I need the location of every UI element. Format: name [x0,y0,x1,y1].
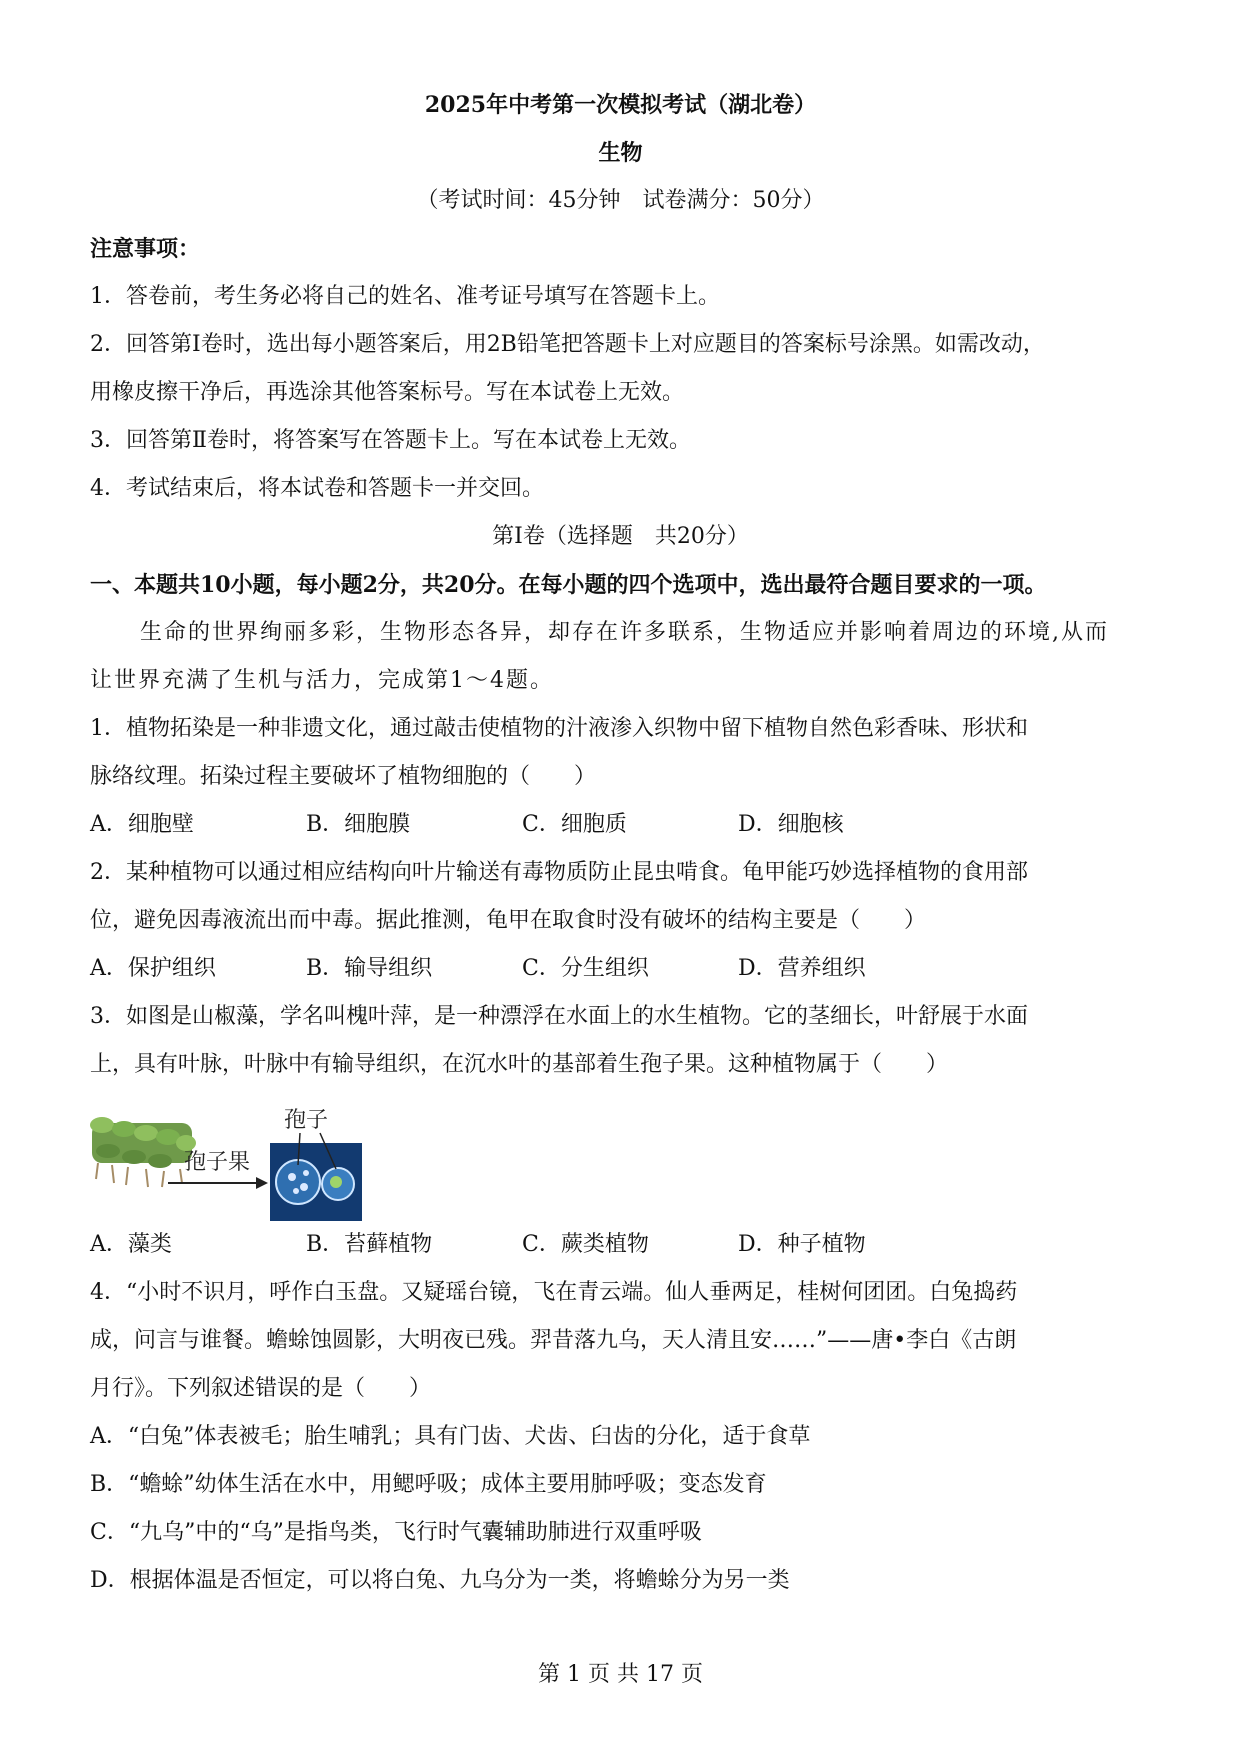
subject-title: 生物 [598,140,643,166]
salvinia-figure [88,1103,368,1223]
q2-option-d: D．营养组织 [738,956,866,981]
plant-illustration [90,1117,196,1187]
note-item-2-cont: 用橡皮擦干净后，再选涂其他答案标号。写在本试卷上无效。 [90,380,685,405]
q1-option-c: C．细胞质 [522,812,627,837]
q4-option-d: D．根据体温是否恒定，可以将白兔、九乌分为一类，将蟾蜍分为另一类 [90,1568,790,1593]
notes-heading: 注意事项： [90,236,201,262]
q2-stem-line-2: 位，避免因毒液流出而中毒。据此推测，龟甲在取食时没有破坏的结构主要是（ ） [90,908,927,933]
q2-option-a: A．保护组织 [90,956,216,981]
arrow-head [256,1177,268,1189]
q3-stem-line-2: 上，具有叶脉，叶脉中有输导组织，在沉水叶的基部着生孢子果。这种植物属于（ ） [90,1052,949,1077]
q3-option-c: C．蕨类植物 [522,1232,649,1257]
q1-options [90,810,1151,840]
q4-option-a: A．“白兔”体表被毛；胎生哺乳；具有门齿、犬齿、臼齿的分化，适于食草 [90,1424,811,1449]
q4-option-b: B．“蟾蜍”幼体生活在水中，用鳃呼吸；成体主要用肺呼吸；变态发育 [90,1472,767,1497]
q3-option-a: A．藻类 [90,1232,172,1257]
part1-title: 第Ⅰ卷（选择题 共20分） [492,524,749,549]
note-item-2: 2．回答第Ⅰ卷时，选出每小题答案后，用2B铅笔把答题卡上对应题目的答案标号涂黑。如需改动， [90,332,1045,357]
note-item-4: 4．考试结束后，将本试卷和答题卡一并交回。 [90,476,544,501]
q4-stem-line-2: 成，问言与谁餐。蟾蜍蚀圆影，大明夜已残。羿昔落九乌，天人清且安……”——唐•李白《古朗 [90,1328,1017,1353]
q2-option-b: B．输导组织 [306,956,433,981]
q3-option-b: B．苔藓植物 [306,1232,433,1257]
q3-options [90,1230,1151,1260]
intro-line-2: 让世界充满了生机与活力，完成第1～4题。 [90,668,554,693]
note-item-1: 1．答卷前，考生务必将自己的姓名、准考证号填写在答题卡上。 [90,284,720,309]
q1-stem-line-2: 脉络纹理。拓染过程主要破坏了植物细胞的（ ） [90,764,597,789]
q4-stem-line-3: 月行》。下列叙述错误的是（ ） [90,1376,432,1401]
q1-option-d: D．细胞核 [738,812,844,837]
q1-stem-line-1: 1．植物拓染是一种非遗文化，通过敲击使植物的汁液渗入织物中留下植物自然色彩香味、形状和 [90,716,1029,741]
q2-option-c: C．分生组织 [522,956,649,981]
q1-option-a: A．细胞壁 [90,812,194,837]
note-item-3: 3．回答第Ⅱ卷时，将答案写在答题卡上。写在本试卷上无效。 [90,428,691,453]
part1-instruction: 一、本题共10小题，每小题2分，共20分。在每小题的四个选项中，选出最符合题目要求的一项。 [90,572,1047,598]
sporocarp-label: 孢子果 [184,1150,251,1175]
q3-stem-line-1: 3．如图是山椒藻，学名叫槐叶萍，是一种漂浮在水面上的水生植物。它的茎细长，叶舒展于水面 [90,1004,1029,1029]
intro-line-1: 生命的世界绚丽多彩，生物形态各异，却存在许多联系，生物适应并影响着周边的环境,从而 [140,620,1109,645]
page-title: 2025年中考第一次模拟考试（湖北卷） [424,92,817,118]
spore-label: 孢子 [284,1108,329,1133]
q2-options [90,954,1151,984]
q4-option-c: C．“九乌”中的“乌”是指鸟类，飞行时气囊辅助肺进行双重呼吸 [90,1520,702,1545]
exam-info: （考试时间：45分钟 试卷满分：50分） [416,188,825,213]
q3-option-d: D．种子植物 [738,1232,866,1257]
page-footer: 第 1 页 共 17 页 [538,1662,703,1687]
q4-stem-line-1: 4．“小时不识月，呼作白玉盘。又疑瑶台镜，飞在青云端。仙人垂两足，桂树何团团。白兔捣药 [90,1280,1018,1305]
q2-stem-line-1: 2．某种植物可以通过相应结构向叶片输送有毒物质防止昆虫啃食。龟甲能巧妙选择植物的食用部 [90,860,1029,885]
q1-option-b: B．细胞膜 [306,812,411,837]
